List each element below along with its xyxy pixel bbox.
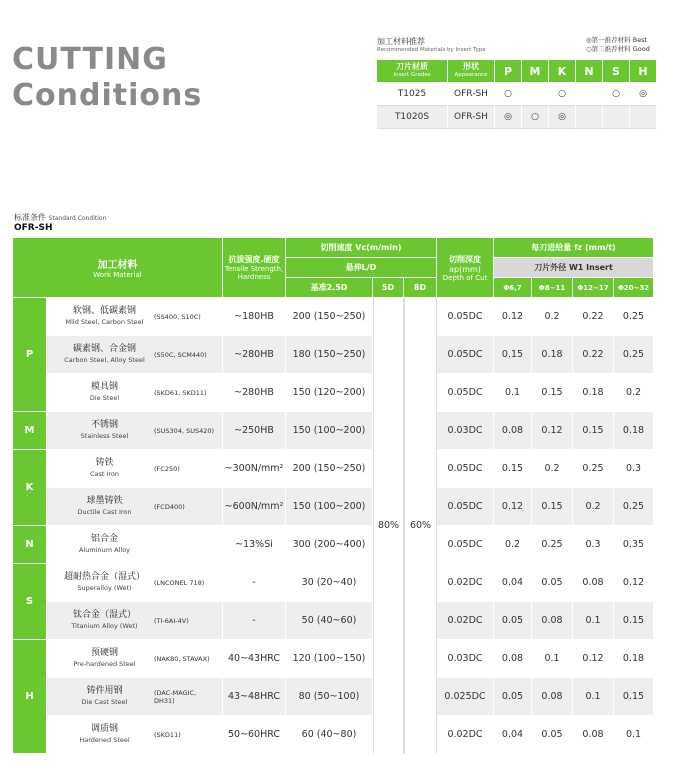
feed-cell: 0.12 — [532, 412, 573, 450]
depth-cell: 0.02DC — [437, 564, 494, 602]
material-cn: 碳素钢、合金钢 — [72, 343, 136, 354]
material-en: Mild Steel, Carbon Steel — [65, 317, 144, 326]
feed-cell: 0.12 — [573, 640, 614, 678]
feed-cell: 0.1 — [494, 374, 532, 412]
mark-cell — [576, 83, 603, 106]
page-title — [12, 42, 202, 114]
feed-cell: 0.3 — [573, 526, 614, 564]
feed-cell: 0.1 — [614, 716, 654, 754]
speed-cell: 30 (20~40) — [286, 564, 373, 602]
material-cell — [47, 526, 223, 564]
material-cn: 软钢、低碳素钢 — [72, 305, 136, 316]
feed-cell: 0.1 — [573, 678, 614, 716]
standard-en: Standard Condition — [48, 215, 107, 222]
recommend-table — [377, 60, 657, 129]
recommend-row — [377, 83, 657, 106]
feed-cell: 0.2 — [532, 298, 573, 336]
header-speed: 切削速度 Vc(m/min) — [286, 238, 437, 258]
hardness-cell: - — [223, 564, 286, 602]
header-insert: 刀片外径 W1 Insert — [494, 258, 654, 278]
material-en: Carbon Steel, Alloy Steel — [64, 355, 145, 364]
header-base: 基准2.5D — [286, 278, 373, 298]
material-code: (S50C, SCM440) — [154, 350, 207, 359]
speed-cell: 300 (200~400) — [286, 526, 373, 564]
material-code: (LNCONEL 718) — [154, 578, 205, 587]
material-en: Stainless Steel — [80, 431, 129, 440]
material-cell — [47, 640, 223, 678]
feed-cell: 0.25 — [614, 488, 654, 526]
hardness-cell: 40~43HRC — [223, 640, 286, 678]
depth-cell: 0.025DC — [437, 678, 494, 716]
material-cell — [47, 336, 223, 374]
material-code: (FC250) — [154, 464, 180, 473]
ratio-8d-cell: 60% — [404, 298, 437, 754]
material-cn: 球墨铸铁 — [86, 495, 123, 506]
material-cn: 钛合金（湿式） — [72, 609, 136, 620]
header-work-material: 加工材料 Work Material — [13, 238, 223, 298]
material-code: (FCD400) — [154, 502, 185, 511]
depth-cell: 0.02DC — [437, 602, 494, 640]
speed-cell: 200 (150~250) — [286, 450, 373, 488]
standard-cn: 标准条件 — [14, 213, 46, 222]
mark-cell: ◎ — [495, 106, 522, 129]
feed-cell: 0.2 — [494, 526, 532, 564]
header-material-s: S — [603, 60, 630, 83]
hardness-cell: ~250HB — [223, 412, 286, 450]
group-label: S — [13, 564, 47, 640]
table-row — [13, 412, 654, 450]
feed-cell: 0.08 — [494, 412, 532, 450]
material-cn: 不锈钢 — [90, 419, 118, 430]
feed-cell: 0.25 — [614, 336, 654, 374]
hardness-cell: - — [223, 602, 286, 640]
mark-cell — [522, 83, 549, 106]
material-en: Cast Iron — [89, 469, 120, 478]
feed-cell: 0.15 — [532, 488, 573, 526]
feed-cell: 0.08 — [573, 716, 614, 754]
material-code: (SKD61, SKD11) — [154, 388, 207, 397]
mark-cell: ◎ — [549, 106, 576, 129]
feed-cell: 0.15 — [494, 336, 532, 374]
mark-cell — [576, 106, 603, 129]
feed-cell: 0.08 — [494, 640, 532, 678]
material-cell — [47, 602, 223, 640]
header-depth: 切削深度 ap(mm) Depth of Cut — [437, 238, 494, 298]
feed-cell: 0.18 — [532, 336, 573, 374]
material-cell — [47, 374, 223, 412]
feed-cell: 0.25 — [573, 450, 614, 488]
material-cell — [47, 564, 223, 602]
mark-cell — [630, 106, 657, 129]
feed-cell: 0.22 — [573, 298, 614, 336]
cutting-table — [13, 238, 654, 754]
feed-cell: 0.2 — [532, 450, 573, 488]
feed-cell: 0.22 — [573, 336, 614, 374]
material-code: (NAK80, STAVAX) — [154, 654, 210, 663]
header-overhang: 悬伸L/D — [286, 258, 437, 278]
header-dia-3: Φ12~17 — [573, 278, 614, 298]
material-code: (TI-6AI-4V) — [154, 616, 189, 625]
table-row — [13, 602, 654, 640]
hardness-cell: ~300N/mm² — [223, 450, 286, 488]
depth-cell: 0.03DC — [437, 640, 494, 678]
material-en: Aluminum Alloy — [78, 545, 131, 554]
table-row — [13, 526, 654, 564]
table-row — [13, 640, 654, 678]
group-label: H — [13, 640, 47, 754]
material-cell — [47, 450, 223, 488]
table-row — [13, 488, 654, 526]
depth-cell: 0.03DC — [437, 412, 494, 450]
mark-cell: ○ — [522, 106, 549, 129]
material-en: Superalloy (Wet) — [77, 583, 132, 592]
material-cell — [47, 488, 223, 526]
material-cn: 超耐热合金（湿式） — [63, 571, 145, 582]
grade-cell: T1020S — [377, 106, 448, 129]
feed-cell: 0.18 — [614, 412, 654, 450]
header-material-n: N — [576, 60, 603, 83]
feed-cell: 0.25 — [614, 298, 654, 336]
header-feed: 每刃进给量 fz (mm/t) — [494, 238, 654, 258]
mark-cell — [603, 106, 630, 129]
material-cn: 铸件用钢 — [86, 685, 123, 696]
feed-cell: 0.15 — [494, 450, 532, 488]
mark-cell: ○ — [495, 83, 522, 106]
depth-cell: 0.05DC — [437, 298, 494, 336]
header-shape: 形状 Appearance — [448, 60, 495, 83]
feed-cell: 0.12 — [494, 488, 532, 526]
shape-cell: OFR-SH — [448, 106, 495, 129]
feed-cell: 0.1 — [573, 602, 614, 640]
material-code: (SUS304, SUS420) — [154, 426, 215, 435]
header-material-h: H — [630, 60, 657, 83]
legend — [586, 36, 650, 54]
material-cn: 模具钢 — [90, 381, 118, 392]
table-row — [13, 450, 654, 488]
speed-cell: 80 (50~100) — [286, 678, 373, 716]
table-row — [13, 336, 654, 374]
mark-cell: ○ — [549, 83, 576, 106]
table-row — [13, 564, 654, 602]
feed-cell: 0.05 — [494, 678, 532, 716]
depth-cell: 0.02DC — [437, 716, 494, 754]
material-en: Pre-hardened Steel — [73, 659, 136, 668]
header-material-m: M — [522, 60, 549, 83]
title-line2: Conditions — [12, 78, 203, 113]
grade-cell: T1025 — [377, 83, 448, 106]
mark-cell: ◎ — [630, 83, 657, 106]
title-line1: CUTTING — [12, 42, 168, 77]
material-en: Die Cast Steel — [81, 697, 128, 706]
header-5d: 5D — [373, 278, 404, 298]
feed-cell: 0.3 — [614, 450, 654, 488]
speed-cell: 180 (150~250) — [286, 336, 373, 374]
header-dia-1: Φ6,7 — [494, 278, 532, 298]
speed-cell: 50 (40~60) — [286, 602, 373, 640]
feed-cell: 0.25 — [532, 526, 573, 564]
group-label: P — [13, 298, 47, 412]
feed-cell: 0.35 — [614, 526, 654, 564]
ratio-5d-cell: 80% — [373, 298, 404, 754]
depth-cell: 0.05DC — [437, 488, 494, 526]
feed-cell: 0.04 — [494, 716, 532, 754]
speed-cell: 150 (120~200) — [286, 374, 373, 412]
header-material-p: P — [495, 60, 522, 83]
material-en: Hardened Steel — [79, 735, 130, 744]
feed-cell: 0.18 — [573, 374, 614, 412]
material-code: (SKD11) — [154, 730, 181, 739]
table-row — [13, 716, 654, 754]
hardness-cell: 43~48HRC — [223, 678, 286, 716]
hardness-cell: ~180HB — [223, 298, 286, 336]
feed-cell: 0.18 — [614, 640, 654, 678]
depth-cell: 0.05DC — [437, 526, 494, 564]
material-en: Die Steel — [89, 393, 120, 402]
feed-cell: 0.12 — [614, 564, 654, 602]
feed-cell: 0.15 — [573, 412, 614, 450]
feed-cell: 0.05 — [494, 602, 532, 640]
group-label: N — [13, 526, 47, 564]
legend-best: ◎第一推荐材料 Best — [586, 36, 648, 44]
speed-cell: 150 (100~200) — [286, 412, 373, 450]
material-cell — [47, 716, 223, 754]
feed-cell: 0.12 — [494, 298, 532, 336]
group-label: K — [13, 450, 47, 526]
legend-good: ○第二推荐材料 Good — [586, 45, 650, 53]
feed-cell: 0.1 — [532, 640, 573, 678]
speed-cell: 60 (40~80) — [286, 716, 373, 754]
standard-condition — [14, 212, 106, 223]
mark-cell: ○ — [603, 83, 630, 106]
feed-cell: 0.05 — [532, 716, 573, 754]
feed-cell: 0.2 — [573, 488, 614, 526]
feed-cell: 0.15 — [614, 678, 654, 716]
header-grade: 刀片材质 Insert Grades — [377, 60, 448, 83]
shape-cell: OFR-SH — [448, 83, 495, 106]
depth-cell: 0.05DC — [437, 450, 494, 488]
header-material-k: K — [549, 60, 576, 83]
material-cell — [47, 298, 223, 336]
material-code: (DAC-MAGIC, DH31) — [154, 688, 197, 705]
feed-cell: 0.2 — [614, 374, 654, 412]
group-label: M — [13, 412, 47, 450]
material-cn: 铸铁 — [95, 457, 114, 468]
table-body — [13, 298, 654, 754]
material-cn: 铝合金 — [90, 533, 118, 544]
table-row — [13, 298, 654, 336]
feed-cell: 0.08 — [573, 564, 614, 602]
material-en: Titanium Alloy (Wet) — [71, 621, 138, 630]
recommend-caption — [377, 37, 486, 55]
depth-cell: 0.05DC — [437, 336, 494, 374]
feed-cell: 0.15 — [614, 602, 654, 640]
feed-cell: 0.08 — [532, 602, 573, 640]
header-row-1 — [13, 238, 654, 258]
hardness-cell: ~600N/mm² — [223, 488, 286, 526]
material-cell — [47, 412, 223, 450]
speed-cell: 150 (100~200) — [286, 488, 373, 526]
feed-cell: 0.04 — [494, 564, 532, 602]
hardness-cell: ~280HB — [223, 336, 286, 374]
speed-cell: 200 (150~250) — [286, 298, 373, 336]
recommend-header-row — [377, 60, 657, 83]
hardness-cell: 50~60HRC — [223, 716, 286, 754]
material-cell — [47, 678, 223, 716]
feed-cell: 0.15 — [532, 374, 573, 412]
header-dia-4: Φ20~32 — [614, 278, 654, 298]
recommend-row — [377, 106, 657, 129]
material-cn: 预硬钢 — [90, 647, 118, 658]
table-row — [13, 374, 654, 412]
material-cn: 调质钢 — [90, 723, 118, 734]
table-row — [13, 678, 654, 716]
feed-cell: 0.08 — [532, 678, 573, 716]
hardness-cell: ~280HB — [223, 374, 286, 412]
speed-cell: 120 (100~150) — [286, 640, 373, 678]
header-8d: 8D — [404, 278, 437, 298]
model-name: OFR-SH — [14, 223, 53, 233]
depth-cell: 0.05DC — [437, 374, 494, 412]
recommend-caption-cn: 加工材料推荐 — [377, 37, 425, 46]
header-dia-2: Φ8~11 — [532, 278, 573, 298]
header-tensile: 抗拔强度.硬度 Tensile Strength, Hardness — [223, 238, 286, 298]
material-code: (SS400, S10C) — [154, 312, 201, 321]
recommend-caption-en: Recommended Materials by Insert Type — [377, 47, 486, 53]
feed-cell: 0.05 — [532, 564, 573, 602]
material-en: Ductile Cast Iron — [77, 507, 132, 516]
hardness-cell: ~13%Si — [223, 526, 286, 564]
